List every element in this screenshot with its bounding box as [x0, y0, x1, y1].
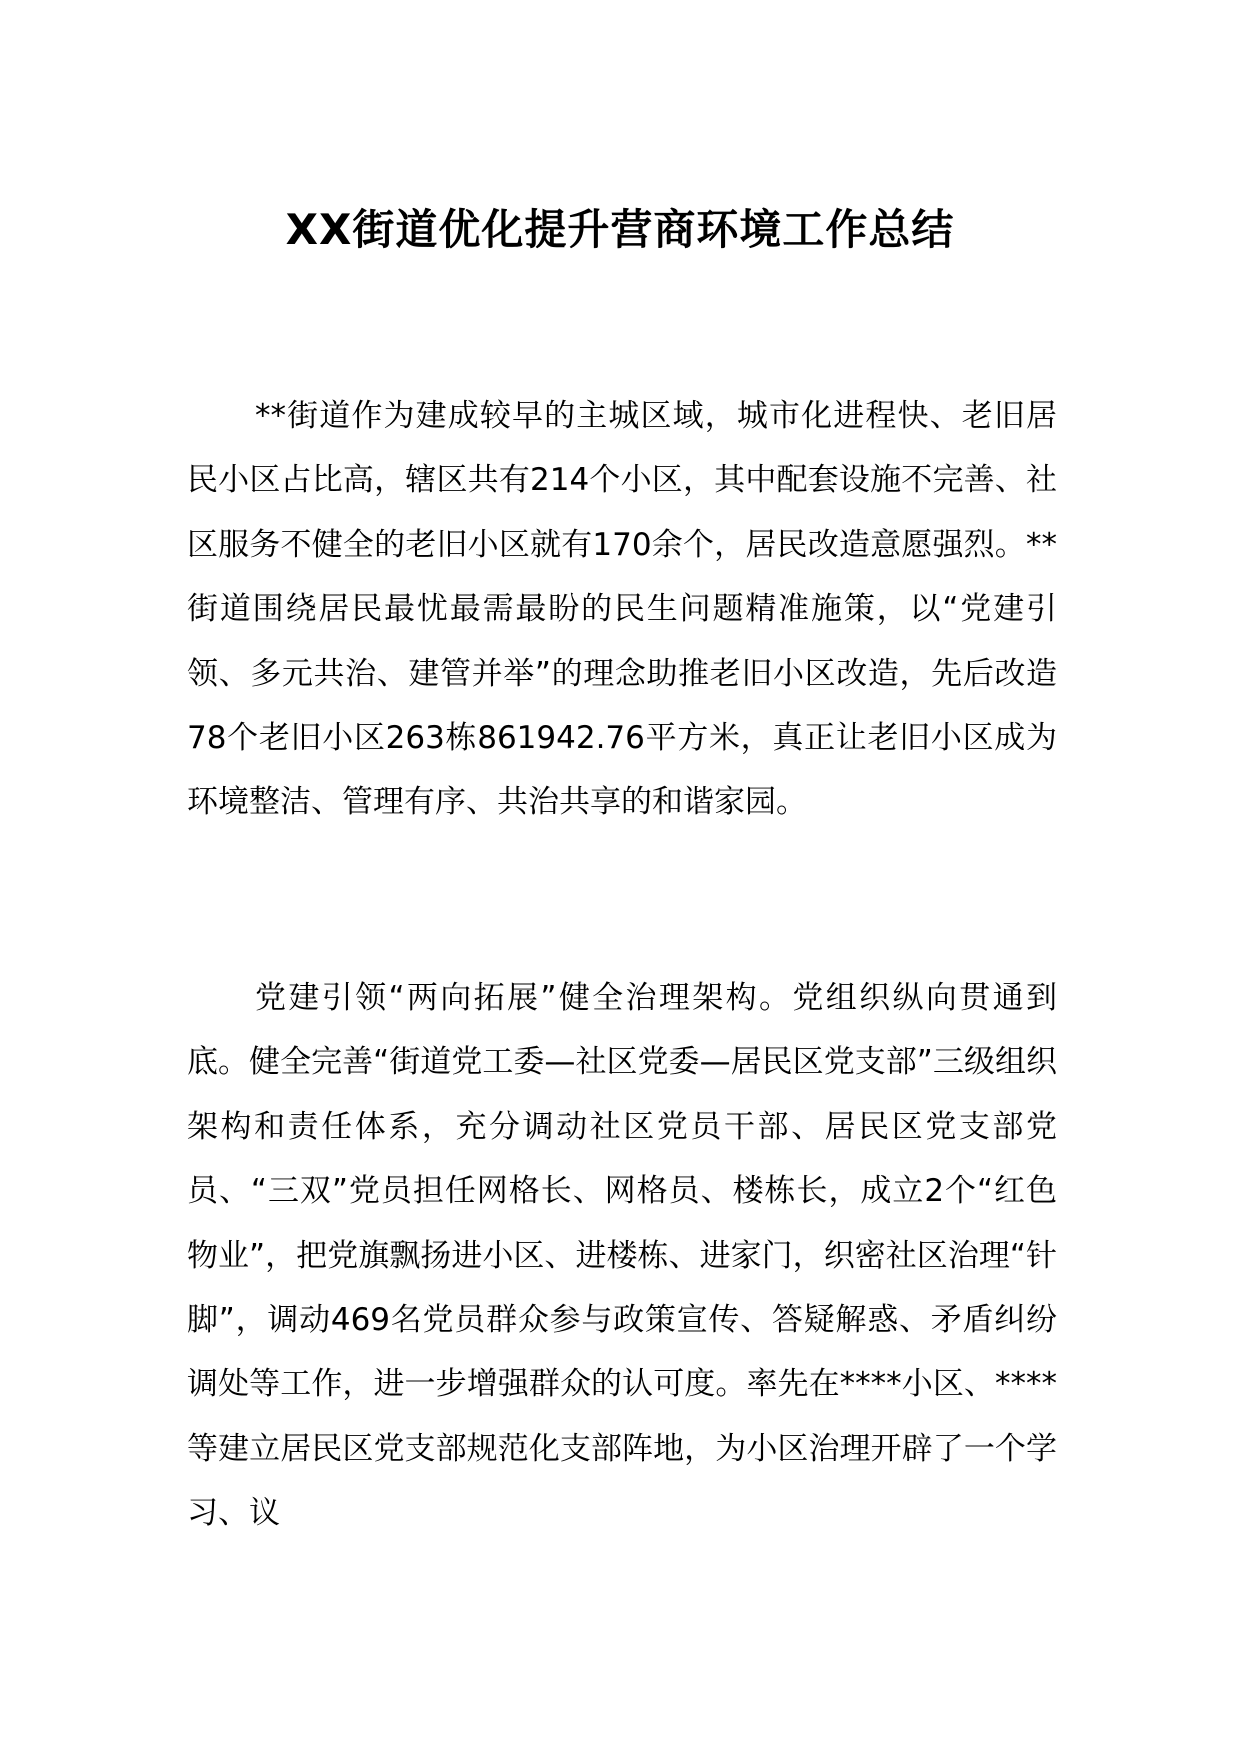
body-paragraph-1: **街道作为建成较早的主城区域，城市化进程快、老旧居民小区占比高，辖区共有214个小区，其中配套设施不完善、社区服务不健全的老旧小区就有170余个，居民改造意愿强烈。**街道围绕居民最忧最需最盼的民生问题精准施策，以“党建引领、多元共治、建管并举”的理念助推老旧小区改造，先后改造78个老旧小区263栋861942.76平方米，真正让老旧小区成为环境整洁、管理有序、共治共享的和谐家园。	[187, 398, 1057, 821]
document-title: XX街道优化提升营商环境工作总结	[285, 205, 955, 254]
body-paragraph-2: 党建引领“两向拓展”健全治理架构。党组织纵向贯通到底。健全完善“街道党工委—社区党委—居民区党支部”三级组织架构和责任体系，充分调动社区党员干部、居民区党支部党员、“三双”党员担任网格长、网格员、楼栋长，成立2个“红色物业”，把党旗飘扬进小区、进楼栋、进家门，织密社区治理“针脚”，调动469名党员群众参与政策宣传、答疑解惑、矛盾纠纷调处等工作，进一步增强群众的认可度。率先在****小区、****等建立居民区党支部规范化支部阵地，为小区治理开辟了一个学习、议	[187, 980, 1057, 1532]
